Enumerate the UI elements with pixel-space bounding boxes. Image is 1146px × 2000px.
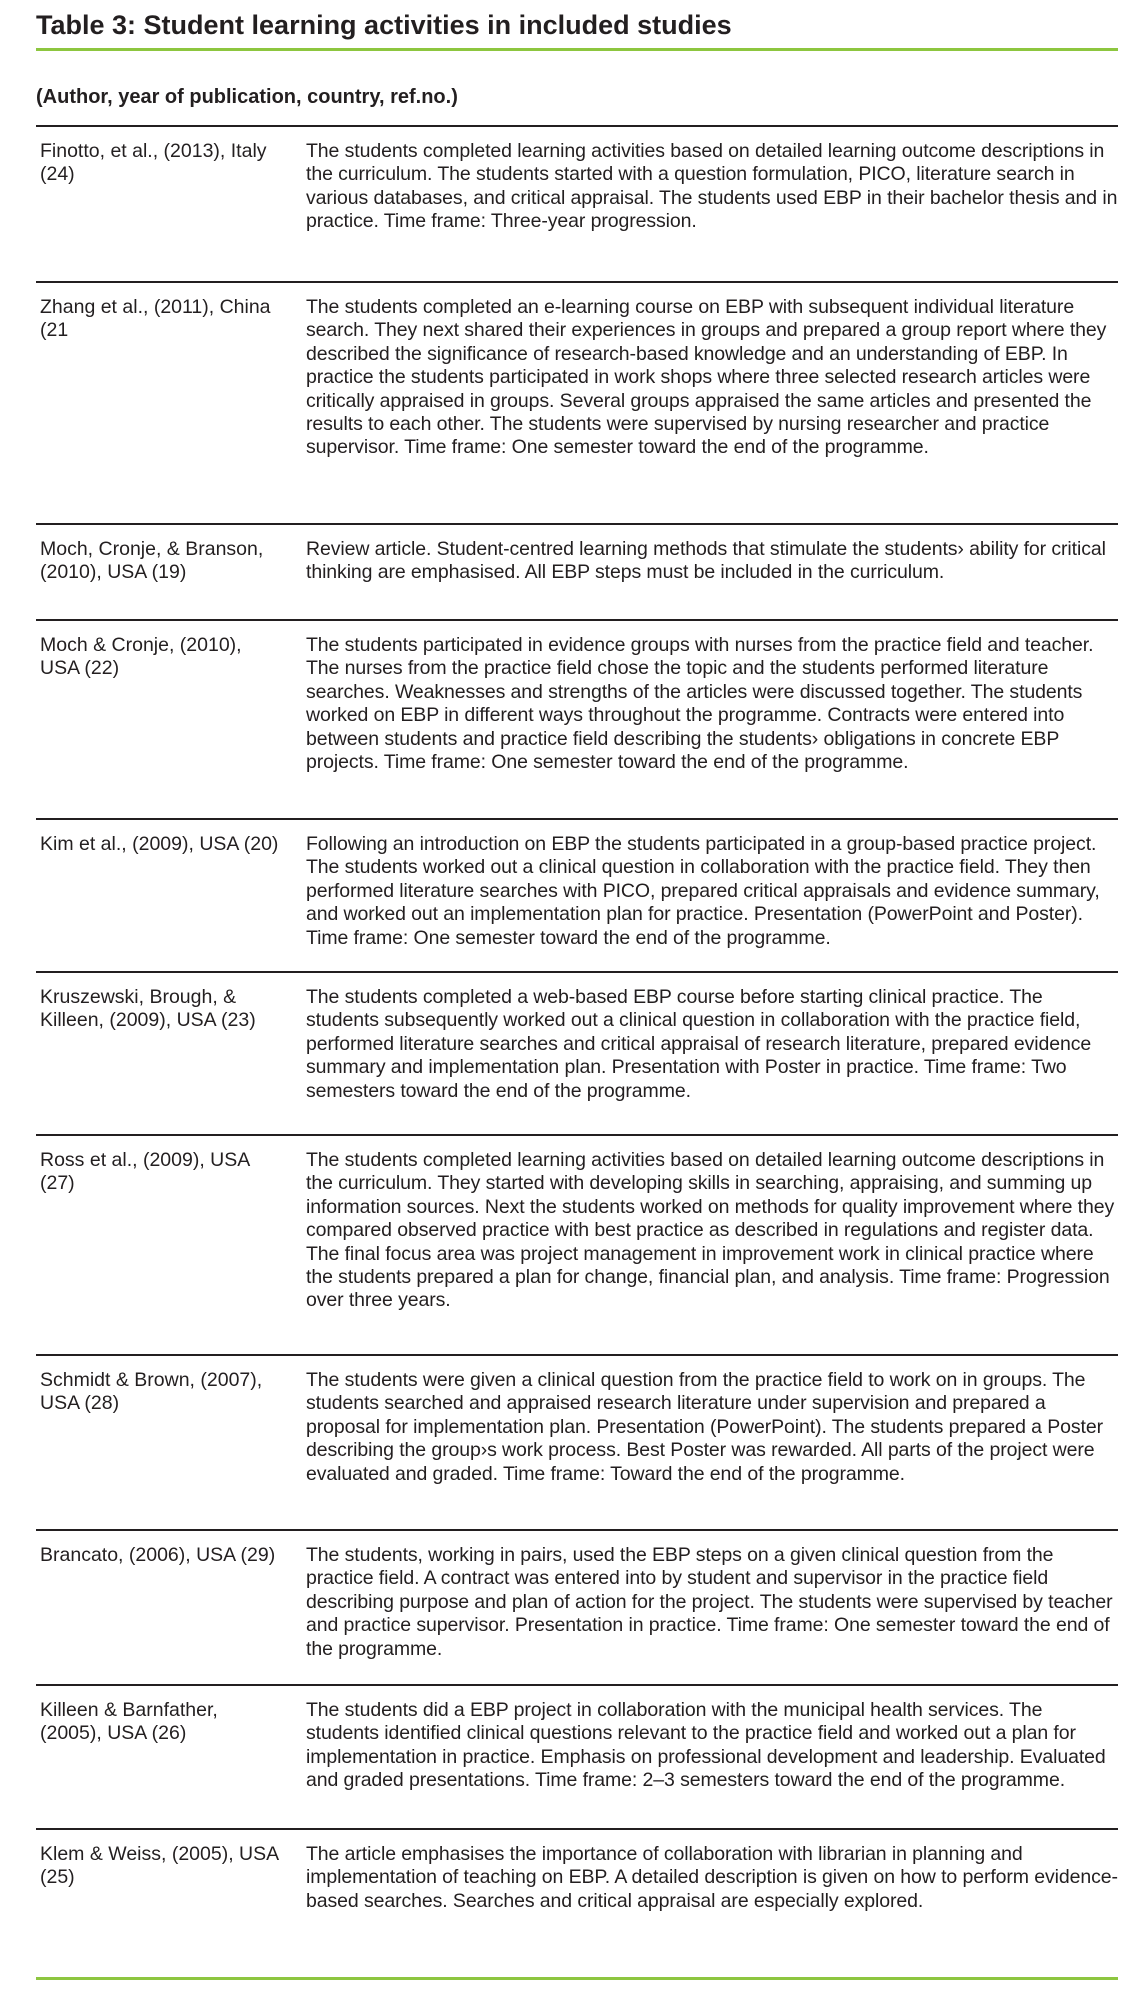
- row-citation: Schmidt & Brown, (2007), USA (28): [40, 1369, 263, 1415]
- table-row: [36, 621, 1118, 820]
- table-row: [36, 1686, 1118, 1830]
- row-description: The article emphasises the importance of collaboration with librarian in planning and implementation of teaching on EBP. A detailed description is given on how to perform evidence-based searches. Searches and critical appraisal are especially explored.: [306, 1843, 1118, 1912]
- row-citation: Kruszewski, Brough, & Killeen, (2009), USA (23): [40, 986, 256, 1032]
- column-header: (Author, year of publication, country, ref.no.): [36, 86, 458, 108]
- table-row: [36, 127, 1118, 283]
- table-row: [36, 283, 1118, 525]
- table-row: [36, 1136, 1118, 1356]
- row-citation: Moch, Cronje, & Branson, (2010), USA (19): [40, 538, 264, 584]
- table-title-text: Student learning activities in included studies: [143, 10, 732, 40]
- row-citation: Zhang et al., (2011), China (21: [40, 296, 271, 342]
- row-citation: Brancato, (2006), USA (29): [40, 1544, 276, 1566]
- row-citation: Killeen & Barnfather, (2005), USA (26): [40, 1699, 218, 1745]
- row-citation: Ross et al., (2009), USA (27): [40, 1149, 250, 1195]
- table-title: [36, 0, 1118, 48]
- row-citation: Moch & Cronje, (2010), USA (22): [40, 634, 242, 680]
- row-description: The students were given a clinical question from the practice field to work on in groups. The students searched and appraised research literature under supervision and prepared a proposal for implementation plan. Presentation (PowerPoint). The students prepared a Poster describing the group›s work process. Best Poster was rewarded. All parts of the project were evaluated and graded. Time frame: Toward the end of the programme.: [306, 1369, 1103, 1485]
- row-description: The students completed a web-based EBP course before starting clinical practice. The students subsequently worked out a clinical question in collaboration with the practice field, performed literature searches and critical appraisal of research literature, prepared evidence summary and implementation plan. Presentation with Poster in practice. Time frame: Two semesters toward the end of the programme.: [306, 986, 1092, 1102]
- table-row: [36, 1356, 1118, 1531]
- bottom-divider: [36, 1977, 1118, 1980]
- row-citation: Kim et al., (2009), USA (20): [40, 833, 279, 855]
- table-row: [36, 1830, 1118, 1950]
- row-description: The students, working in pairs, used the EBP steps on a given clinical question from the practice field. A contract was entered into by student and supervisor in the practice field describing purpose and plan of action for the project. The students were supervised by teacher and practice supervisor. Presentation in practice. Time frame: One semester toward the end of the programme.: [306, 1544, 1113, 1660]
- row-citation: Finotto, et al., (2013), Italy (24): [40, 140, 267, 186]
- row-description: The students participated in evidence groups with nurses from the practice field and teacher. The nurses from the practice field chose the topic and the students performed literature searches. Weaknesses and strengths of the articles were discussed together. The students worked on EBP in different ways throughout the programme. Contracts were entered into between students and practice field describing the students› obligations in concrete EBP projects. Time frame: One semester toward the end of the programme.: [306, 634, 1094, 774]
- table-row: [36, 525, 1118, 621]
- row-description: The students completed an e-learning course on EBP with subsequent individual literature search. They next shared their experiences in groups and prepared a group report where they described the significance of research-based knowledge and an understanding of EBP. In practice the students participated in work shops where three selected research articles were critically appraised in groups. Several groups appraised the same articles and presented the results to each other. The students were supervised by nursing researcher and practice supervisor. Time frame: One semester toward the end of the programme.: [306, 296, 1107, 459]
- row-description: The students did a EBP project in collaboration with the municipal health services. The students identified clinical questions relevant to the practice field and worked out a plan for implementation in practice. Emphasis on professional development and leadership. Evaluated and graded presentations. Time frame: 2–3 semesters toward the end of the programme.: [306, 1699, 1106, 1792]
- row-citation: Klem & Weiss, (2005), USA (25): [40, 1843, 279, 1889]
- table-row: [36, 820, 1118, 973]
- table-row: [36, 1531, 1118, 1686]
- table-container: [36, 0, 1118, 1950]
- row-description: Review article. Student-centred learning methods that stimulate the students› ability for critical thinking are emphasised. All EBP steps must be included in the curriculum.: [306, 538, 1106, 584]
- table-row: [36, 973, 1118, 1136]
- table-label: Table 3:: [36, 10, 137, 40]
- row-description: Following an introduction on EBP the students participated in a group-based practice project. The students worked out a clinical question in collaboration with the practice field. They then performed literature searches with PICO, prepared critical appraisals and evidence summary, and worked out an implementation plan for practice. Presentation (PowerPoint and Poster). Time frame: One semester toward the end of the programme.: [306, 833, 1100, 949]
- row-description: The students completed learning activities based on detailed learning outcome descriptions in the curriculum. They started with developing skills in searching, appraising, and summing up information sources. Next the students worked on methods for quality improvement where they compared observed practice with best practice as described in regulations and register data. The final focus area was project management in improvement work in clinical practice where the students prepared a plan for change, financial plan, and analysis. Time frame: Progression over three years.: [306, 1149, 1115, 1312]
- row-description: The students completed learning activities based on detailed learning outcome descriptions in the curriculum. The students started with a question formulation, PICO, literature search in various databases, and critical appraisal. The students used EBP in their bachelor thesis and in practice. Time frame: Three-year progression.: [306, 140, 1118, 233]
